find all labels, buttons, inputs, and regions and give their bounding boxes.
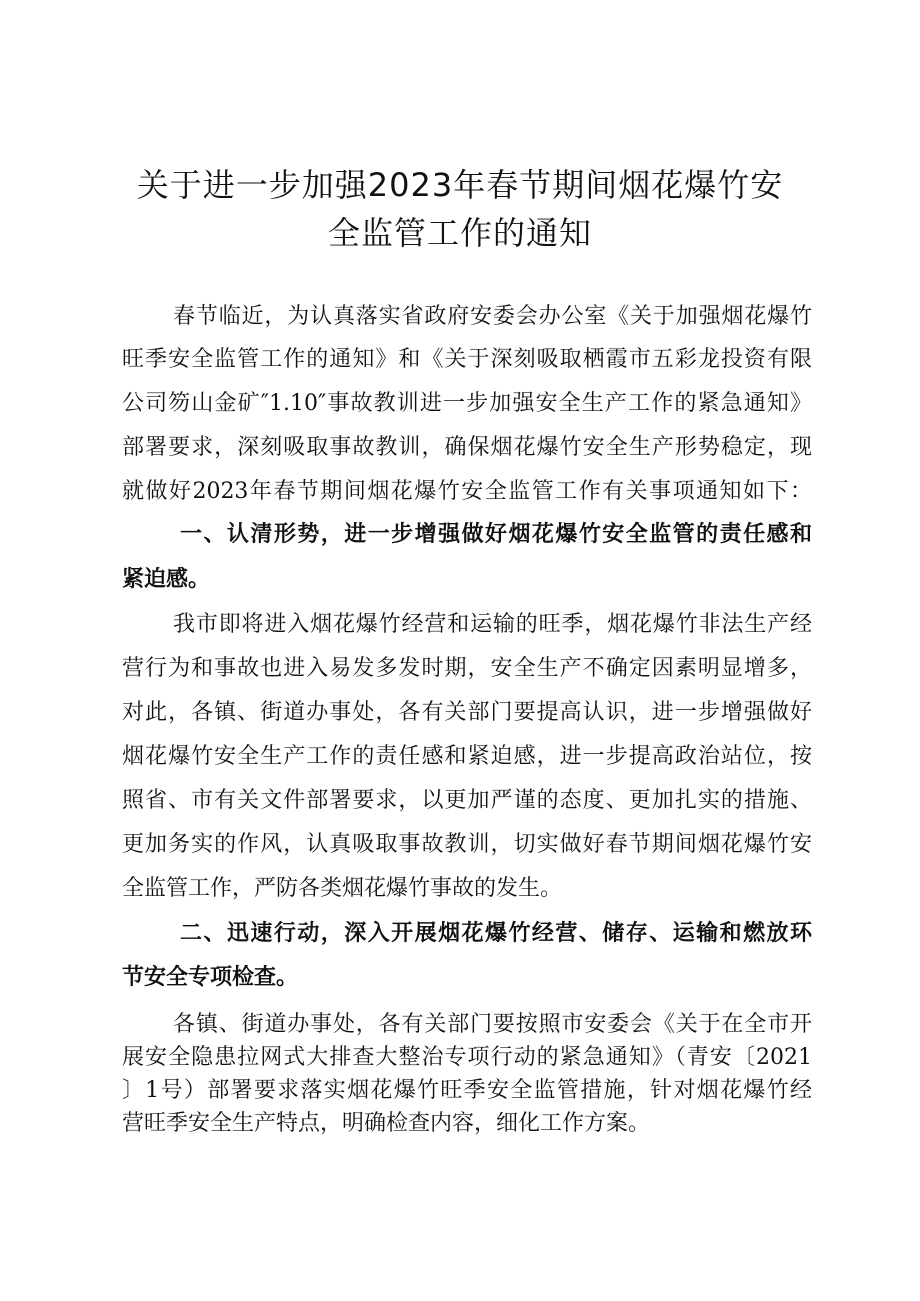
paragraph-2-line-1: 我市即将进入烟花爆竹经营和运输的旺季，烟花爆竹非法生产经 bbox=[173, 612, 812, 637]
document-title-line-2: 全监管工作的通知 bbox=[327, 214, 592, 252]
paragraph-1-line-3: 公司笏山金矿″1.10″事故教训进一步加强安全生产工作的紧急通知》 bbox=[122, 391, 812, 416]
paragraph-3-line-4: 营旺季安全生产特点，明确检查内容，细化工作方案。 bbox=[122, 1111, 651, 1136]
paragraph-2-line-2: 营行为和事故也进入易发多发时期，安全生产不确定因素明显增多， bbox=[122, 656, 812, 681]
section-heading-2-line-1: 二、迅速行动，深入开展烟花爆竹经营、储存、运输和燃放环 bbox=[180, 921, 812, 946]
paragraph-2-line-4: 烟花爆竹安全生产工作的责任感和紧迫感，进一步提高政治站位，按 bbox=[122, 744, 812, 769]
section-heading-1-line-2: 紧迫感。 bbox=[122, 567, 211, 592]
paragraph-3-line-2: 展安全隐患拉网式大排查大整治专项行动的紧急通知》（青安〔2021 bbox=[122, 1045, 812, 1070]
section-heading-2-line-2: 节安全专项检查。 bbox=[122, 965, 299, 990]
paragraph-3-line-3: 〕1号）部署要求落实烟花爆竹旺季安全监管措施，针对烟花爆竹经 bbox=[122, 1078, 812, 1103]
paragraph-1-line-1: 春节临近，为认真落实省政府安委会办公室《关于加强烟花爆竹 bbox=[173, 304, 812, 329]
document-title-line-1: 关于进一步加强2023年春节期间烟花爆竹安 bbox=[136, 166, 784, 204]
paragraph-2-line-7: 全监管工作，严防各类烟花爆竹事故的发生。 bbox=[122, 876, 563, 901]
paragraph-1-line-4: 部署要求，深刻吸取事故教训，确保烟花爆竹安全生产形势稳定，现 bbox=[122, 435, 812, 460]
paragraph-1-line-2: 旺季安全监管工作的通知》和《关于深刻吸取栖霞市五彩龙投资有限 bbox=[122, 347, 812, 372]
paragraph-2-line-3: 对此，各镇、街道办事处，各有关部门要提高认识，进一步增强做好 bbox=[122, 700, 812, 725]
paragraph-3-line-1: 各镇、街道办事处，各有关部门要按照市安委会《关于在全市开 bbox=[173, 1012, 812, 1037]
section-heading-1-line-1: 一、认清形势，进一步增强做好烟花爆竹安全监管的责任感和 bbox=[180, 522, 812, 547]
paragraph-2-line-6: 更加务实的作风，认真吸取事故教训，切实做好春节期间烟花爆竹安 bbox=[122, 832, 812, 857]
paragraph-2-line-5: 照省、市有关文件部署要求，以更加严谨的态度、更加扎实的措施、 bbox=[122, 788, 812, 813]
paragraph-1-line-5: 就做好2023年春节期间烟花爆竹安全监管工作有关事项通知如下： bbox=[122, 479, 812, 504]
